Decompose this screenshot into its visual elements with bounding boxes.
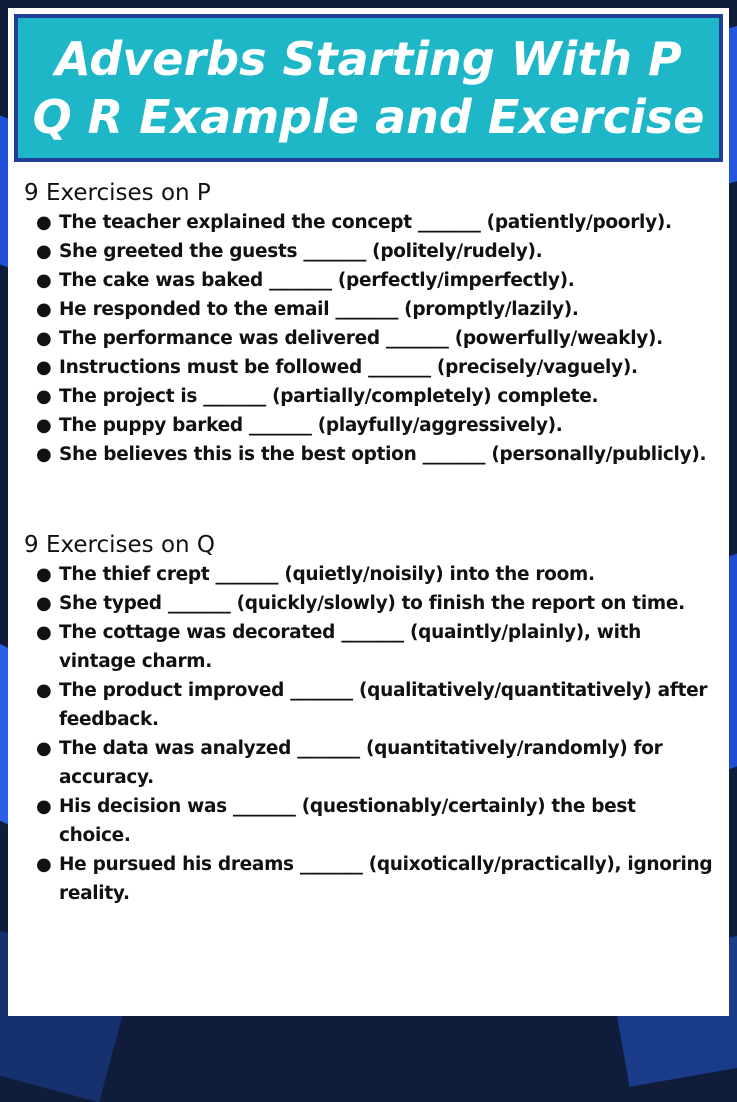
- exercise-text: The cottage was decorated _______ (quaintly/plainly), with vintage charm.: [59, 622, 642, 672]
- exercise-text: His decision was _______ (questionably/certainly) the best choice.: [59, 796, 636, 846]
- page-title: Adverbs Starting With P Q R Example and Exercise: [32, 32, 705, 144]
- bullet-icon: ●: [36, 270, 52, 291]
- exercise-text: She typed _______ (quickly/slowly) to finish the report on time.: [59, 593, 685, 614]
- list-item: [24, 237, 713, 266]
- list-item: [24, 618, 713, 676]
- bullet-icon: ●: [36, 854, 52, 875]
- list-item: [24, 792, 713, 850]
- exercise-text: The data was analyzed _______ (quantitatively/randomly) for accuracy.: [59, 738, 663, 788]
- bullet-icon: ●: [36, 796, 52, 817]
- bullet-icon: ●: [36, 241, 52, 262]
- exercise-text: The cake was baked _______ (perfectly/imperfectly).: [59, 270, 575, 291]
- exercise-text: He pursued his dreams _______ (quixotically/practically), ignoring reality.: [59, 854, 713, 904]
- bullet-icon: ●: [36, 593, 52, 614]
- list-item: [24, 324, 713, 353]
- exercise-text: The performance was delivered _______ (powerfully/weakly).: [59, 328, 663, 349]
- section-p: [24, 178, 713, 469]
- list-item: [24, 411, 713, 440]
- exercise-text: The project is _______ (partially/completely) complete.: [59, 386, 599, 407]
- list-item: [24, 676, 713, 734]
- bullet-icon: ●: [36, 564, 52, 585]
- section-heading-q: 9 Exercises on Q: [24, 532, 216, 558]
- bullet-icon: ●: [36, 680, 52, 701]
- bullet-icon: ●: [36, 444, 52, 465]
- exercise-text: She believes this is the best option _______ (personally/publicly).: [59, 444, 707, 465]
- exercise-text: The puppy barked _______ (playfully/aggressively).: [59, 415, 563, 436]
- section-heading-p: 9 Exercises on P: [24, 180, 211, 206]
- bullet-icon: ●: [36, 328, 52, 349]
- exercise-list-q: [24, 560, 713, 908]
- bullet-icon: ●: [36, 415, 52, 436]
- bullet-icon: ●: [36, 386, 52, 407]
- list-item: [24, 266, 713, 295]
- exercise-text: The product improved _______ (qualitatively/quantitatively) after feedback.: [59, 680, 708, 730]
- bullet-icon: ●: [36, 622, 52, 643]
- section-q: [24, 530, 713, 908]
- list-item: [24, 208, 713, 237]
- list-item: [24, 850, 713, 908]
- exercise-text: He responded to the email _______ (promptly/lazily).: [59, 299, 579, 320]
- bullet-icon: ●: [36, 299, 52, 320]
- exercise-text: She greeted the guests _______ (politely/rudely).: [59, 241, 543, 262]
- bullet-icon: ●: [36, 212, 52, 233]
- list-item: [24, 440, 713, 469]
- exercise-text: The teacher explained the concept _______ (patiently/poorly).: [59, 212, 672, 233]
- bullet-icon: ●: [36, 738, 52, 759]
- title-banner: [14, 14, 723, 162]
- exercise-text: The thief crept _______ (quietly/noisily) into the room.: [59, 564, 595, 585]
- list-item: [24, 560, 713, 589]
- worksheet-card: [8, 8, 729, 1016]
- bullet-icon: ●: [36, 357, 52, 378]
- list-item: [24, 295, 713, 324]
- list-item: [24, 353, 713, 382]
- exercise-list-p: [24, 208, 713, 469]
- list-item: [24, 734, 713, 792]
- list-item: [24, 382, 713, 411]
- list-item: [24, 589, 713, 618]
- exercise-text: Instructions must be followed _______ (precisely/vaguely).: [59, 357, 638, 378]
